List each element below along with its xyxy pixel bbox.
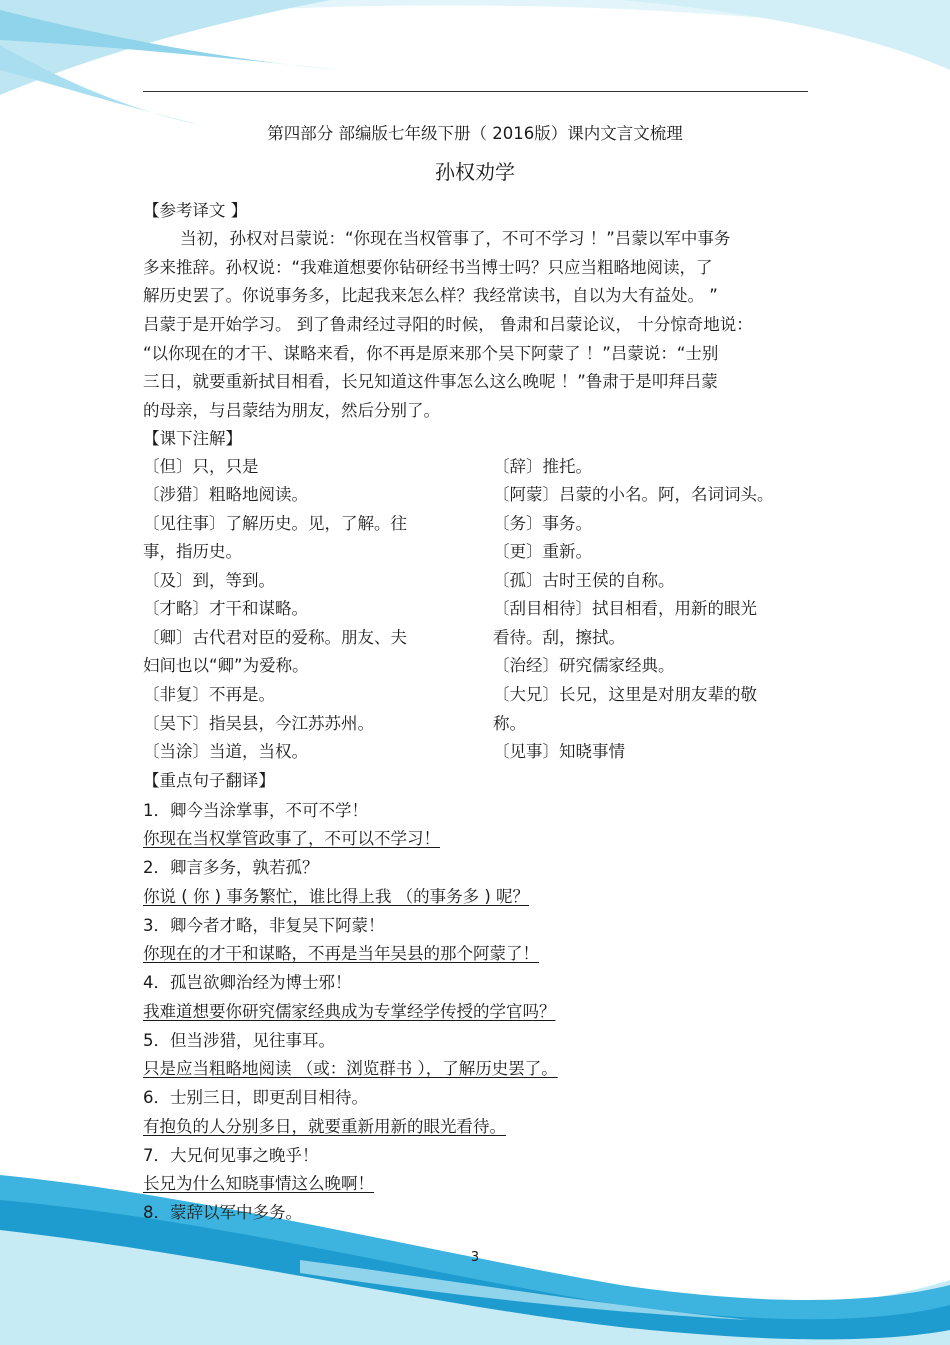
translation-line: 解历史罢了。你说事务多，比起我来怎么样？我经常读书，自以为大有益处。 ” [143, 286, 718, 305]
translation-line: 当初，孙权对吕蒙说：“你现在当权管事了，不可不学习 ！”吕蒙以军中事务 [180, 229, 731, 248]
header-rule [143, 91, 808, 92]
key-sentence: 3．卿今者才略，非复吴下阿蒙！ [143, 916, 385, 935]
key-sentence: 6．士别三日，即更刮目相待。 [143, 1088, 368, 1107]
key-translation: 只是应当粗略地阅读 （或：浏览群书 ），了解历史罢了。 [143, 1059, 558, 1078]
note-right: 〔见事〕知晓事情 [493, 742, 625, 761]
translation-line: 三日，就要重新拭目相看，长兄知道这件事怎么这么晚呢 ！”鲁肃于是叩拜吕蒙 [143, 372, 718, 391]
page-header: 第四部分 部编版七年级下册（ 2016版）课内文言文梳理 [267, 124, 683, 143]
key-sentence: 5．但当涉猎，见往事耳。 [143, 1031, 335, 1050]
key-translation: 有抱负的人分别多日，就要重新用新的眼光看待。 [143, 1117, 506, 1136]
key-sentence: 1．卿今当涂掌事，不可不学！ [143, 801, 368, 820]
page-number: 3 [470, 1250, 480, 1265]
note-right: 〔阿蒙〕吕蒙的小名。阿，名词词头。 [493, 485, 774, 504]
key-sentence: 2．卿言多务，孰若孤？ [143, 858, 319, 877]
note-left: 〔及〕到，等到。 [143, 571, 275, 590]
key-sentence: 8．蒙辞以军中多务。 [143, 1203, 302, 1222]
note-left: 〔才略〕才干和谋略。 [143, 599, 308, 618]
note-left: 〔见往事〕了解历史。见，了解。往 [143, 514, 407, 533]
translation-line: “以你现在的才干、谋略来看，你不再是原来那个吴下阿蒙了 ！”吕蒙说：“士别 [143, 344, 719, 363]
note-left: 事，指历史。 [143, 542, 242, 561]
key-translation: 长兄为什么知晓事情这么晚啊！ [143, 1174, 374, 1193]
key-sentence: 7．大兄何见事之晚乎！ [143, 1146, 319, 1165]
key-sentences-heading: 【重点句子翻译】 [143, 771, 275, 790]
note-left: 〔非复〕不再是。 [143, 685, 275, 704]
note-right: 看待。刮，擦拭。 [493, 628, 625, 647]
note-left: 〔但〕只，只是 [143, 457, 259, 476]
key-translation: 你现在的才干和谋略，不再是当年吴县的那个阿蒙了！ [143, 944, 539, 963]
note-right: 〔孤〕古时王侯的自称。 [493, 571, 675, 590]
note-left: 〔涉猎〕粗略地阅读。 [143, 485, 308, 504]
article-title: 孙权劝学 [435, 160, 515, 184]
note-right: 〔大兄〕长兄，这里是对朋友辈的敬 [493, 685, 757, 704]
note-right: 〔治经〕研究儒家经典。 [493, 656, 675, 675]
key-translation: 你说 ( 你 ) 事务繁忙，谁比得上我 （的事务多 ) 呢？ [143, 887, 530, 906]
note-right: 〔更〕重新。 [493, 542, 592, 561]
notes-heading: 【课下注解】 [143, 429, 242, 448]
note-right: 〔务〕事务。 [493, 514, 592, 533]
note-right: 〔辞〕推托。 [493, 457, 592, 476]
translation-line: 的母亲，与吕蒙结为朋友，然后分别了。 [143, 401, 440, 420]
note-left: 〔当涂〕当道，当权。 [143, 742, 308, 761]
translation-line: 多来推辞。孙权说：“我难道想要你钻研经书当博士吗？只应当粗略地阅读，了 [143, 258, 713, 277]
note-right: 〔刮目相待〕拭目相看，用新的眼光 [493, 599, 757, 618]
key-translation: 我难道想要你研究儒家经典成为专掌经学传授的学官吗？ [143, 1002, 556, 1021]
note-left: 〔卿〕古代君对臣的爱称。朋友、夫 [143, 628, 407, 647]
note-left: 妇间也以“卿”为爱称。 [143, 656, 309, 675]
note-right: 称。 [493, 714, 526, 733]
key-sentence: 4．孤岂欲卿治经为博士邪！ [143, 973, 352, 992]
note-left: 〔吴下〕指吴县，今江苏苏州。 [143, 714, 374, 733]
key-translation: 你现在当权掌管政事了，不可以不学习！ [143, 829, 440, 848]
translation-heading: 【参考译文 】 [143, 201, 248, 220]
translation-line: 吕蒙于是开始学习。 到了鲁肃经过寻阳的时候， 鲁肃和吕蒙论议， 十分惊奇地说： [143, 315, 753, 334]
